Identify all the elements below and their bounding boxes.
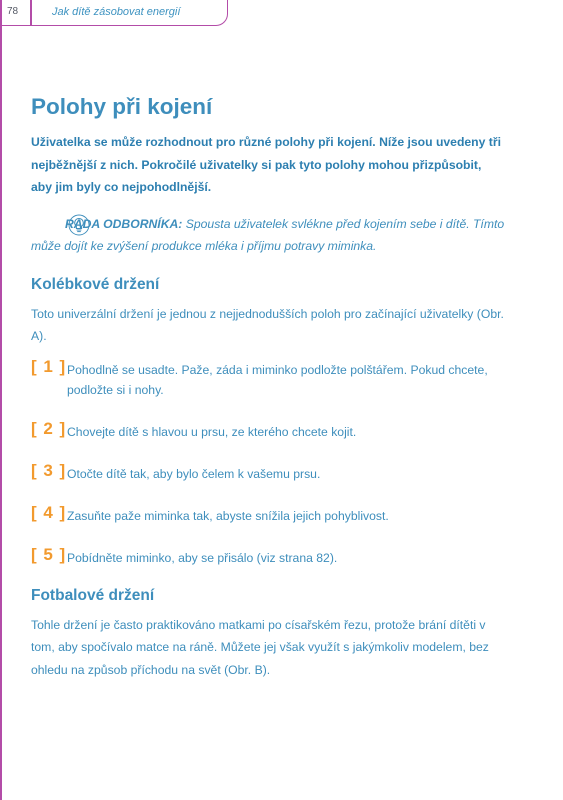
- step-number: [ 4 ]: [31, 502, 67, 522]
- intro-paragraph: Uživatelka se může rozhodnout pro různé polohy při kojení. Níže jsou uvedeny tři nejběžnější z nich. Pokročilé uživatelky si pak tyto polohy mohou přizpůsobit, aby jim byly co nejpohodlnější.: [31, 135, 501, 194]
- section-text-cradle-hold: Toto univerzální držení je jednou z nejjednodušších poloh pro začínající uživatelky (Obr. A).: [31, 306, 504, 343]
- step-item: [31, 502, 505, 526]
- step-number: [ 1 ]: [31, 356, 67, 376]
- step-number: [ 5 ]: [31, 544, 67, 564]
- tip-label: RADA ODBORNÍKA:: [65, 216, 183, 231]
- tip-text: Spousta uživatelek svlékne před kojením sebe i dítě. Tímto může dojít ke zvýšení produkce mléka i příjmu potravy miminka.: [31, 216, 505, 253]
- step-number: [ 2 ]: [31, 418, 67, 438]
- step-item: [31, 418, 505, 442]
- step-text: Pobídněte miminko, aby se přisálo (viz strana 82).: [67, 550, 338, 565]
- page-frame-left-border: [0, 0, 2, 800]
- step-text: Otočte dítě tak, aby bylo čelem k vašemu prsu.: [67, 466, 321, 481]
- section-heading-football-hold: Fotbalové držení: [31, 586, 155, 604]
- step-text: Pohodlně se usadte. Paže, záda i miminko podložte polštářem. Pokud chcete, podložte si i nohy.: [67, 362, 488, 397]
- expert-tip: [31, 213, 505, 258]
- page-number: 78: [7, 6, 19, 17]
- header-divider: [30, 0, 32, 26]
- step-item: [31, 460, 505, 484]
- page-title: Polohy při kojení: [31, 94, 213, 119]
- section-text-football-hold: Tohle držení je často praktikováno matkami po císařském řezu, protože brání dítěti v tom, aby spočívalo matce na ráně. Můžete jej však využít s jakýmkoliv modelem, bez ohledu na způsob příchodu na svět (Obr. B).: [31, 617, 489, 677]
- page-content: [31, 92, 505, 681]
- section-heading-cradle-hold: Kolébkové držení: [31, 275, 160, 293]
- step-item: [31, 356, 505, 400]
- step-text: Zasuňte paže miminka tak, abyste snížila jejich pohyblivost.: [67, 508, 389, 523]
- step-number: [ 3 ]: [31, 460, 67, 480]
- step-item: [31, 544, 505, 568]
- step-text: Chovejte dítě s hlavou u prsu, ze kterého chcete kojit.: [67, 424, 357, 439]
- lightbulb-icon: [34, 214, 56, 236]
- running-title: Jak dítě zásobovat energií: [52, 6, 181, 18]
